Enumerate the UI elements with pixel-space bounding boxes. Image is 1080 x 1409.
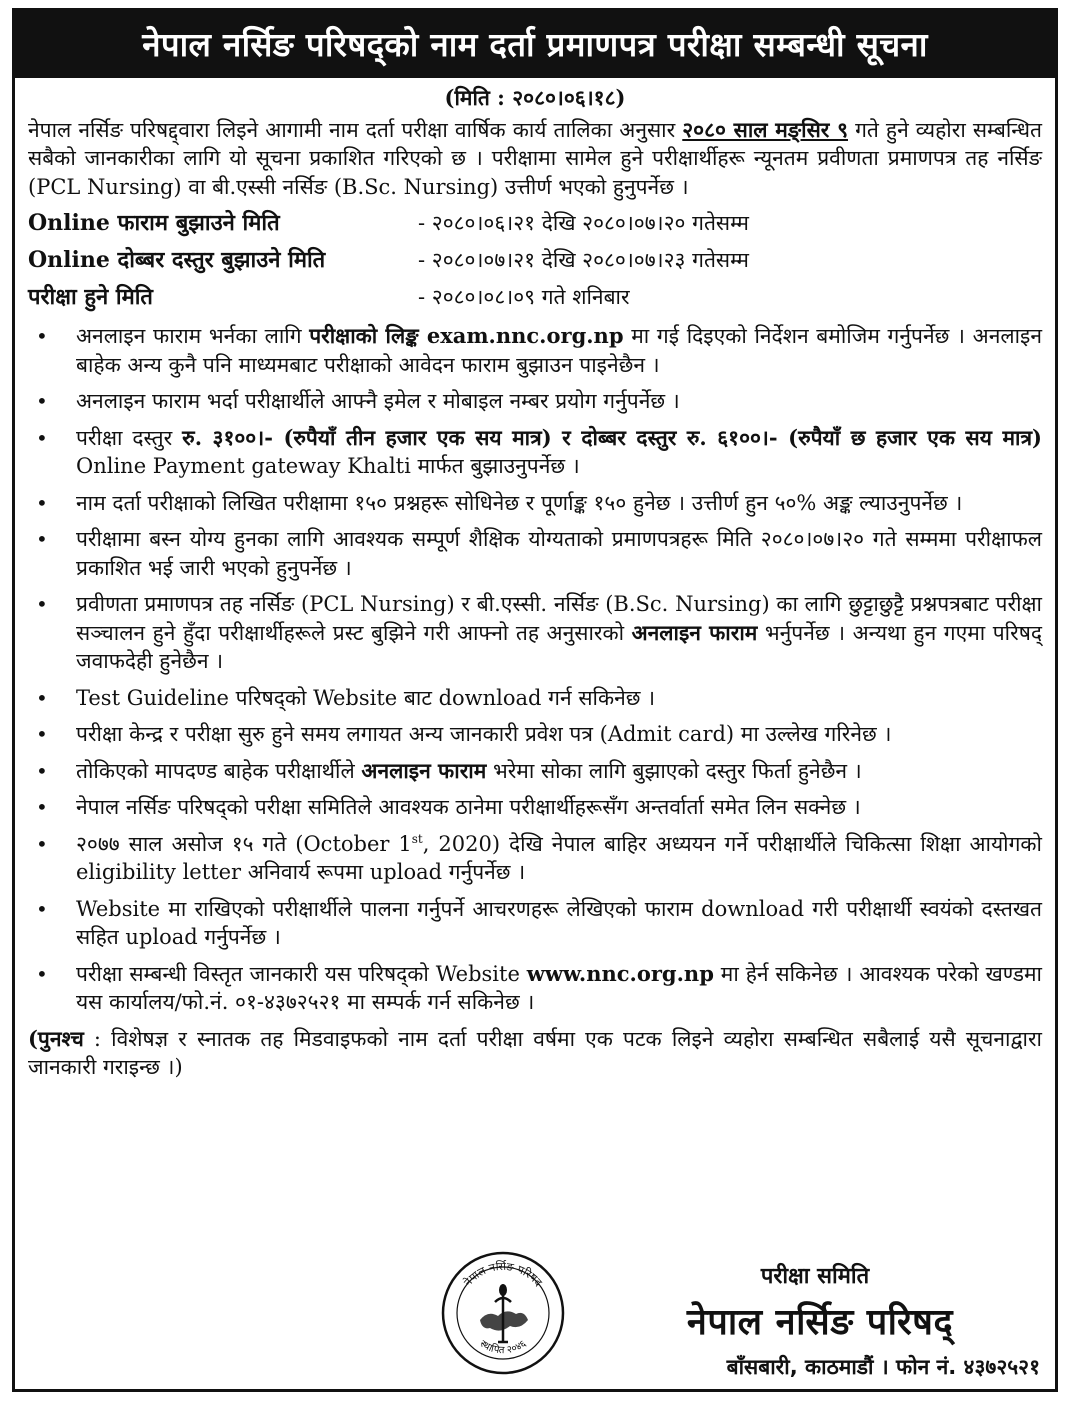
bullet-icon: •	[36, 831, 48, 856]
item-text: परीक्षा केन्द्र र परीक्षा सुरु हुने समय लगायत अन्य जानकारी प्रवेश पत्र (Admit card) मा उल्लेख गरिनेछ ।	[76, 722, 892, 746]
exam-link[interactable]: परीक्षाको लिङ्क exam.nnc.org.np	[309, 323, 624, 348]
notice-title: नेपाल नर्सिङ परिषद्को नाम दर्ता प्रमाणपत्र परीक्षा सम्बन्धी सूचना	[12, 8, 1058, 78]
item-text: मा हेर्न सकिनेछ । आवश्यक परेको खण्डमा यस कार्यालय/फो.नं. ०१-४३७२५२१ मा सम्पर्क गर्न सकिनेछ ।	[76, 961, 1042, 1014]
schedule-label: परीक्षा हुने मिति	[28, 284, 153, 311]
item-text: अनलाइन फाराम भर्नका लागि	[76, 324, 310, 348]
item-text: तोकिएको मापदण्ड बाहेक परीक्षार्थीले	[76, 758, 362, 783]
bullet-icon: •	[36, 527, 48, 551]
bullet-icon: •	[36, 324, 48, 348]
signature-block	[600, 1260, 1040, 1381]
bullet-icon: •	[36, 425, 48, 450]
postscript-note	[28, 1025, 1042, 1082]
bullet-icon: •	[36, 896, 48, 921]
item-text: परीक्षा सम्बन्धी विस्तृत जानकारी यस परिषद्को Website	[76, 961, 527, 986]
bullet-icon: •	[36, 490, 48, 515]
bullet-icon: •	[36, 795, 48, 819]
item-text: मा गई दिइएको निर्देशन बमोजिम गर्नुपर्नेछ । अनलाइन बाहेक अन्य कुनै पनि माध्यमबाट परीक्षाको आवेदन फाराम बुझाउन पाइनेछैन ।	[76, 324, 1043, 377]
item-text: नाम दर्ता परीक्षाको लिखित परीक्षामा १५० प्रश्नहरू सोधिनेछ र पूर्णाङ्क १५० हुनेछ । उत्तीर्ण हुन ५०% अङ्क ल्याउनुपर्नेछ ।	[76, 490, 963, 515]
intro-text-2: गते हुने व्यहोरा सम्बन्धित सबैको जानकारीका लागि यो सूचना प्रकाशित गरिएको छ । परीक्षामा सामेल हुने परीक्षार्थीहरू न्यूनतम प्रवीणता प्रमाणपत्र तह नर्सिङ (PCL Nursing) वा बी.एस्सी नर्सिङ (B.Sc. Nursing) उत्तीर्ण भएको हुनुपर्नेछ ।	[28, 117, 1042, 199]
council-seal-icon	[440, 1250, 566, 1376]
item-text: नेपाल नर्सिङ परिषद्को परीक्षा समितिले आवश्यक ठानेमा परीक्षार्थीहरूसँग अन्तर्वार्ता समेत लिन सक्नेछ ।	[76, 795, 861, 819]
item-text: परीक्षामा बस्न योग्य हुनका लागि आवश्यक सम्पूर्ण शैक्षिक योग्यताको प्रमाणपत्रहरू मिति २०८०।०७।२० गते सम्ममा परीक्षाफल प्रकाशित भई जारी भएको हुनुपर्नेछ ।	[76, 527, 1042, 580]
item-text: भर्नुपर्नेछ । अन्यथा हुन गएमा परिषद् जवाफदेही हुनेछैन ।	[76, 620, 1042, 673]
instruction-item	[28, 793, 1042, 822]
item-text: Test Guideline परिषद्को Website बाट download गर्न सकिनेछ ।	[76, 685, 656, 710]
postscript-text: : विशेषज्ञ र स्नातक तह मिडवाइफको नाम दर्ता परीक्षा वर्षमा एक पटक लिइने व्यहोरा सम्बन्धित सबैलाई यसै सूचनाद्वारा जानकारी गराइन्छ ।)	[28, 1026, 1042, 1079]
seal-top-text: नेपाल नर्सिङ परिषद	[461, 1259, 545, 1289]
item-text: २०७७ साल असोज १५ गते (October 1	[76, 831, 412, 856]
bullet-icon: •	[36, 722, 48, 746]
instruction-item	[28, 830, 1042, 887]
schedule-value: - २०८०।०८।०९ गते शनिबार	[418, 285, 630, 310]
instruction-item	[28, 322, 1042, 379]
intro-text-1: नेपाल नर्सिङ परिषद्द्वारा लिइने आगामी नाम दर्ता परीक्षा वार्षिक कार्य तालिका अनुसार	[28, 117, 683, 142]
online-form-emphasis: अनलाइन फाराम	[361, 757, 487, 783]
instruction-item	[28, 720, 1042, 749]
schedule-list	[28, 205, 1042, 316]
instruction-item	[28, 387, 1042, 416]
item-text: , 2020) देखि नेपाल बाहिर अध्ययन गर्ने परीक्षार्थीले चिकित्सा शिक्षा आयोगको eligibility letter अनिवार्य रूपमा upload गर्नुपर्नेछ ।	[76, 831, 1042, 884]
instruction-item	[28, 757, 1042, 786]
schedule-row	[28, 279, 1042, 316]
notice-body	[28, 84, 1042, 1082]
bullet-icon: •	[36, 592, 48, 616]
fee-amount: रु. ३१००।- (रुपैयाँ तीन हजार एक सय मात्र) र दोब्बर दस्तुर रु. ६१००।- (रुपैयाँ छ हजार एक सय मात्र)	[182, 424, 1042, 450]
postscript-label: (पुनश्च	[28, 1025, 84, 1051]
bullet-icon: •	[36, 961, 48, 986]
schedule-row	[28, 242, 1042, 279]
instruction-item	[28, 895, 1042, 952]
instruction-list	[28, 322, 1042, 1017]
item-text: भरेमा सोका लागि बुझाएको दस्तुर फिर्ता हुनेछैन ।	[486, 758, 862, 783]
item-text: प्रवीणता प्रमाणपत्र तह नर्सिङ (PCL Nursing) र बी.एस्सी. नर्सिङ (B.Sc. Nursing) का लागि छुट्टाछुट्टै प्रश्नपत्रबाट परीक्षा सञ्चालन हुने हुँदा परीक्षार्थीहरूले प्रस्ट बुझिने गरी आफ्नो तह अनुसारको	[76, 592, 1042, 645]
council-address: बाँसबारी, काठमाडौं । फोन नं. ४३७२५२१	[726, 1355, 1040, 1379]
instruction-item	[28, 525, 1042, 582]
item-text: अनलाइन फाराम भर्दा परीक्षार्थीले आफ्नै इमेल र मोबाइल नम्बर प्रयोग गर्नुपर्नेछ ।	[76, 389, 680, 413]
item-text: Website मा राखिएको परीक्षार्थीले पालना गर्नुपर्ने आचरणहरू लेखिएको फाराम download गरी परीक्षार्थी स्वयंको दस्तखत सहित upload गर्नुपर्नेछ ।	[76, 896, 1042, 949]
bullet-icon: •	[36, 685, 48, 710]
exam-committee-label: परीक्षा समिति	[760, 1264, 870, 1289]
item-text: Online Payment gateway Khalti मार्फत बुझाउनुपर्नेछ ।	[76, 454, 580, 478]
instruction-item	[28, 960, 1042, 1017]
instruction-item	[28, 684, 1042, 713]
schedule-value: - २०८०।०६।२१ देखि २०८०।०७।२० गतेसम्म	[418, 211, 749, 236]
item-text: परीक्षा दस्तुर	[76, 425, 183, 450]
bullet-icon: •	[36, 389, 48, 413]
instruction-item	[28, 424, 1042, 481]
online-form-emphasis: अनलाइन फाराम	[631, 619, 758, 645]
instruction-item	[28, 489, 1042, 518]
instruction-item	[28, 590, 1042, 676]
bullet-icon: •	[36, 758, 48, 783]
schedule-label: Online फाराम बुझाउने मिति	[28, 210, 280, 237]
schedule-value: - २०८०।०७।२१ देखि २०८०।०७।२३ गतेसम्म	[418, 248, 749, 273]
seal-bottom-text: स्थापित २०४६	[477, 1338, 529, 1357]
council-name: नेपाल नर्सिङ परिषद्	[686, 1302, 954, 1343]
website-link[interactable]: www.nnc.org.np	[526, 960, 714, 986]
intro-paragraph	[28, 116, 1042, 202]
notice-date: (मिति : २०८०।०६।१८)	[444, 85, 626, 110]
schedule-label: Online दोब्बर दस्तुर बुझाउने मिति	[28, 247, 326, 274]
exam-date-highlight: २०८० साल मङ्सिर ९	[682, 116, 848, 142]
ordinal-suffix: st	[411, 831, 423, 846]
schedule-row	[28, 205, 1042, 242]
